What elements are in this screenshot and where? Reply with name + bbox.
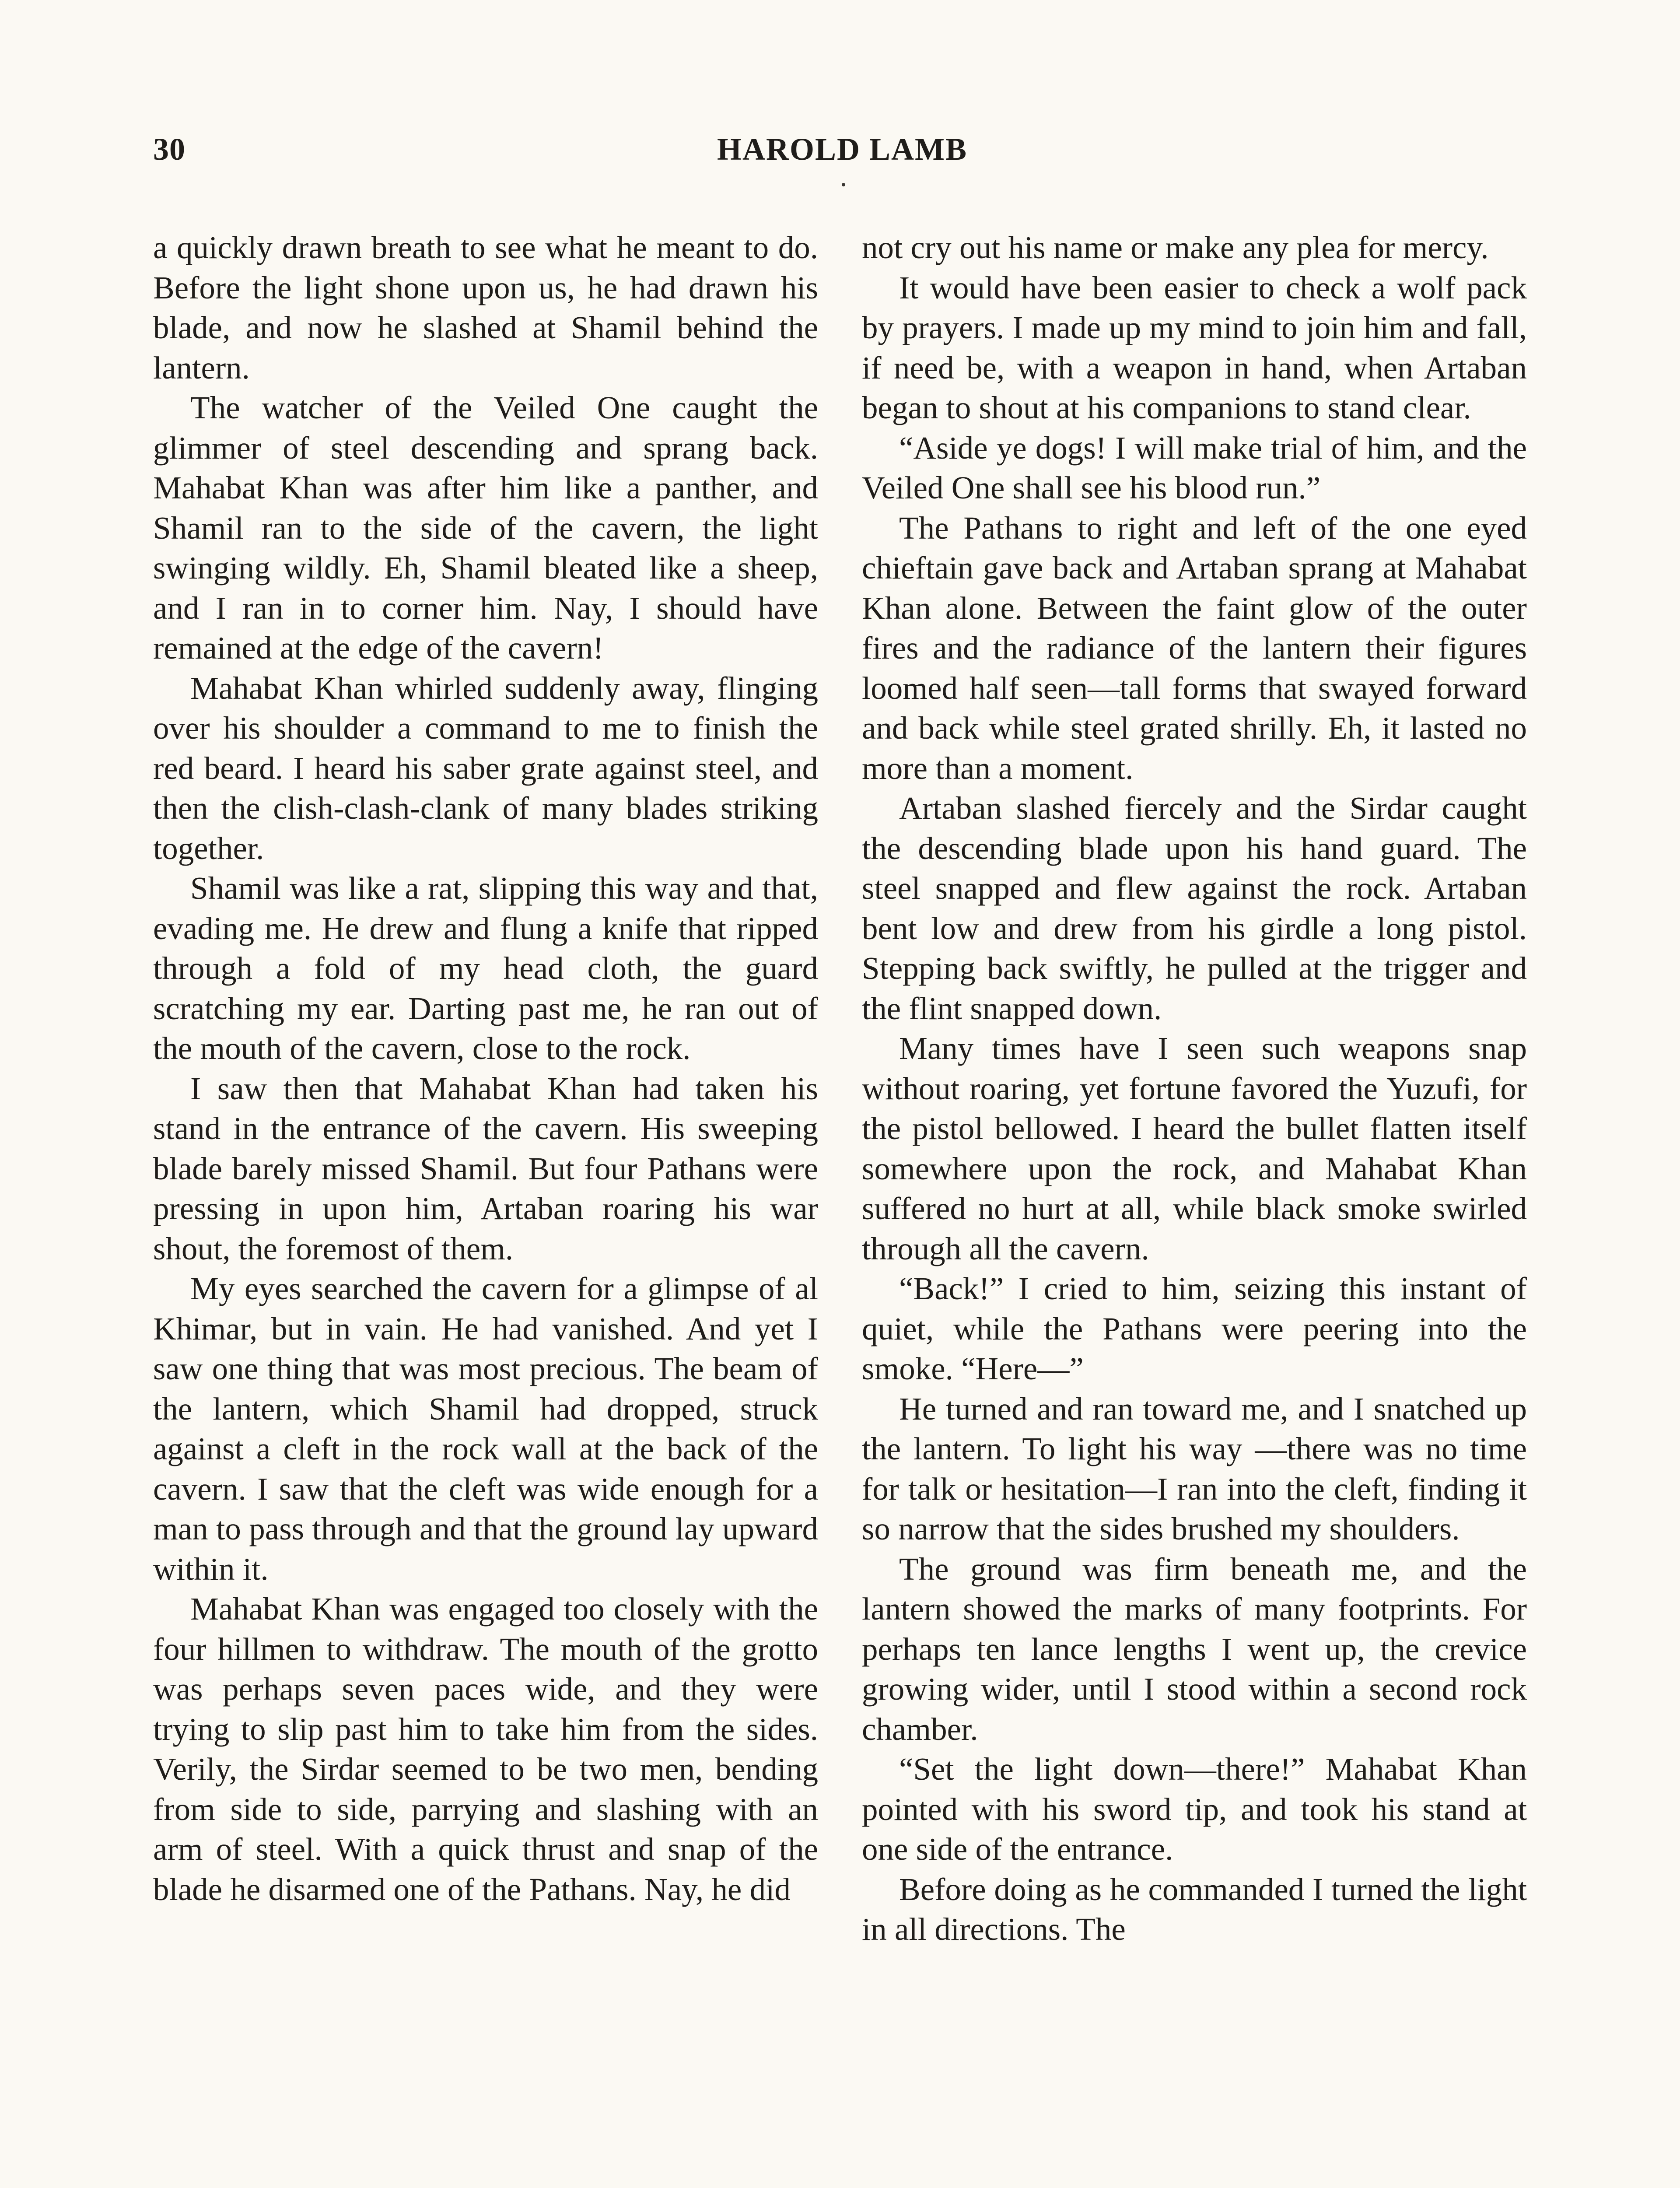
page-number: 30	[153, 132, 186, 167]
paragraph: Before doing as he commanded I turned the light in all directions. The	[862, 1871, 1527, 1947]
paragraph: Many times have I seen such weapons snap without roaring, yet fortune favored the Yuzufi, for the pistol bellowed. I heard the bullet flatten itself somewhere upon the rock, and Mahabat Khan suffered no hurt at all, while black smoke swirled through all the cavern.	[862, 1031, 1527, 1266]
paragraph: My eyes searched the cavern for a glimpse of al Khimar, but in vain. He had vanished. And yet I saw one thing that was most precious. The beam of the lantern, which Shamil had dropped, struck against a cleft in the rock wall at the back of the cavern. I saw that the cleft was wide enough for a man to pass through and that the ground lay upward within it.	[153, 1271, 818, 1587]
running-head: HAROLD LAMB	[717, 132, 968, 167]
paragraph: Mahabat Khan was engaged too closely with the four hillmen to withdraw. The mouth of the grotto was perhaps seven paces wide, and they were trying to slip past him to take him from the sides. Verily, the Sirdar seemed to be two men, bending from side to side, parrying and slashing with an arm of steel. With a quick thrust and snap of the blade he disarmed one of the Pathans. Nay, he did	[153, 1591, 818, 1907]
paragraph: I saw then that Mahabat Khan had taken his stand in the entrance of the cavern. His sweeping blade barely missed Shamil. But four Pathans were pressing in upon him, Artaban roaring his war shout, the foremost of them.	[153, 1070, 818, 1266]
paragraph: It would have been easier to check a wolf pack by prayers. I made up my mind to join him and fall, if need be, with a weapon in hand, when Artaban began to shout at his companions to stand clear.	[862, 270, 1527, 425]
paragraph: not cry out his name or make any plea for mercy.	[862, 230, 1489, 265]
paragraph: He turned and ran toward me, and I snatched up the lantern. To light his way —there was no time for talk or hesitation—I ran into the cleft, finding it so narrow that the sides brushed my shoulders.	[862, 1391, 1527, 1546]
paragraph: Artaban slashed fiercely and the Sirdar caught the descending blade upon his hand guard. The steel snapped and flew against the rock. Artaban bent low and drew from his girdle a long pistol. Stepping back swiftly, he pulled at the trigger and the flint snapped down.	[862, 790, 1527, 1026]
paragraph: a quickly drawn breath to see what he meant to do. Before the light shone upon us, he had drawn his blade, and now he slashed at Shamil behind the lantern.	[153, 230, 818, 386]
paragraph: The ground was firm beneath me, and the lantern showed the marks of many footprints. For perhaps ten lance lengths I went up, the crevice growing wider, until I stood within a second rock chamber.	[862, 1551, 1527, 1747]
left-column	[153, 228, 818, 1909]
ornament-dot-icon	[842, 183, 845, 186]
paragraph: “Aside ye dogs! I will make trial of him, and the Veiled One shall see his blood run.”	[862, 430, 1527, 505]
paragraph: “Back!” I cried to him, seizing this instant of quiet, while the Pathans were peering into the smoke. “Here—”	[862, 1271, 1527, 1386]
paragraph: The Pathans to right and left of the one eyed chieftain gave back and Artaban sprang at Mahabat Khan alone. Between the faint glow of the outer fires and the radiance of the lantern their figures loomed half seen—tall forms that swayed forward and back while steel grated shrilly. Eh, it lasted no more than a moment.	[862, 510, 1527, 786]
paragraph: The watcher of the Veiled One caught the glimmer of steel descending and sprang back. Mahabat Khan was after him like a panther, and Shamil ran to the side of the cavern, the light swinging wildly. Eh, Shamil bleated like a sheep, and I ran in to corner him. Nay, I should have remained at the edge of the cavern!	[153, 390, 818, 666]
paragraph: “Set the light down—there!” Mahabat Khan pointed with his sword tip, and took his stand at one side of the entrance.	[862, 1751, 1527, 1867]
right-column	[862, 228, 1527, 1950]
paragraph: Mahabat Khan whirled suddenly away, flinging over his shoulder a command to me to finish the red beard. I heard his saber grate against steel, and then the clish-clash-clank of many blades striking together.	[153, 670, 818, 866]
page-header	[153, 131, 1531, 179]
paragraph: Shamil was like a rat, slipping this way and that, evading me. He drew and flung a knife that ripped through a fold of my head cloth, the guard scratching my ear. Darting past me, he ran out of the mouth of the cavern, close to the rock.	[153, 870, 818, 1066]
